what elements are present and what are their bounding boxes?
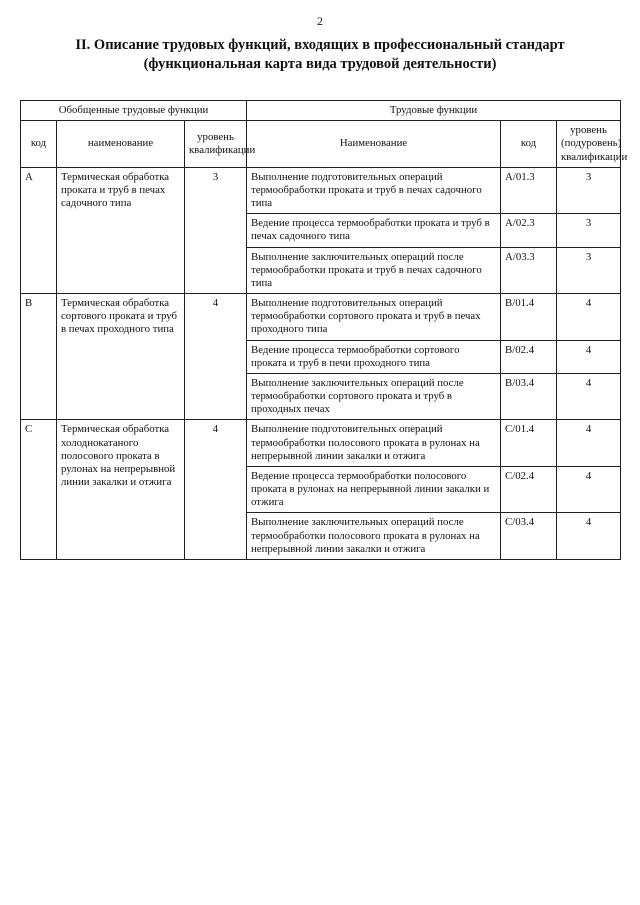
- function-name-cell: Выполнение подготовительных операций термообработки проката и труб в печах садочного типа: [247, 167, 501, 214]
- function-code-cell: A/02.3: [501, 214, 557, 247]
- table-row: [21, 167, 621, 214]
- section-heading: [20, 36, 620, 74]
- function-code-cell: A/01.3: [501, 167, 557, 214]
- function-level-cell: 3: [557, 167, 621, 214]
- header-level-labor: уровень (подуровень) квалификации: [557, 121, 621, 168]
- heading-line-1: II. Описание трудовых функций, входящих в профессиональный стандарт: [75, 37, 565, 53]
- function-level-cell: 4: [557, 420, 621, 467]
- group-level-cell: 3: [185, 167, 247, 293]
- function-level-cell: 4: [557, 466, 621, 513]
- header-name-labor: Наименование: [247, 121, 501, 168]
- function-name-cell: Выполнение подготовительных операций термообработки сортового проката и труб в печах проходного типа: [247, 294, 501, 341]
- function-name-cell: Выполнение заключительных операций после термообработки сортового проката и труб в проходных печах: [247, 373, 501, 420]
- function-code-cell: B/02.4: [501, 340, 557, 373]
- group-code-cell: A: [21, 167, 57, 293]
- header-level-generalized: уровень квалификации: [185, 121, 247, 168]
- group-name-cell: Термическая обработка холоднокатаного полосового проката в рулонах на непрерывной линии закалки и отжига: [57, 420, 185, 560]
- function-code-cell: B/01.4: [501, 294, 557, 341]
- group-code-cell: B: [21, 294, 57, 420]
- function-name-cell: Ведение процесса термообработки проката и труб в печах садочного типа: [247, 214, 501, 247]
- table-row: [21, 420, 621, 467]
- function-name-cell: Выполнение заключительных операций после термообработки полосового проката в рулонах на непрерывной линии закалки и отжига: [247, 513, 501, 560]
- function-name-cell: Выполнение подготовительных операций термообработки полосового проката в рулонах на непрерывной линии закалки и отжига: [247, 420, 501, 467]
- header-code-labor: код: [501, 121, 557, 168]
- function-code-cell: A/03.3: [501, 247, 557, 294]
- function-level-cell: 4: [557, 513, 621, 560]
- function-level-cell: 4: [557, 373, 621, 420]
- group-name-cell: Термическая обработка проката и труб в печах садочного типа: [57, 167, 185, 293]
- function-code-cell: C/02.4: [501, 466, 557, 513]
- header-generalized-functions: Обобщенные трудовые функции: [21, 101, 247, 121]
- group-name-cell: Термическая обработка сортового проката и труб в печах проходного типа: [57, 294, 185, 420]
- table-row: [21, 294, 621, 341]
- table-header: [21, 101, 628, 168]
- function-name-cell: Выполнение заключительных операций после термообработки проката и труб в печах садочного типа: [247, 247, 501, 294]
- function-code-cell: B/03.4: [501, 373, 557, 420]
- page-number: 2: [317, 14, 323, 28]
- header-labor-functions: Трудовые функции: [247, 101, 621, 121]
- function-code-cell: C/01.4: [501, 420, 557, 467]
- header-code: код: [21, 121, 57, 168]
- group-code-cell: C: [21, 420, 57, 560]
- functional-map-table: [20, 100, 628, 560]
- function-code-cell: C/03.4: [501, 513, 557, 560]
- function-level-cell: 3: [557, 214, 621, 247]
- group-level-cell: 4: [185, 420, 247, 560]
- table-body: [21, 167, 621, 559]
- heading-line-2: (функциональная карта вида трудовой деятельности): [143, 55, 497, 72]
- function-level-cell: 4: [557, 340, 621, 373]
- function-level-cell: 4: [557, 294, 621, 341]
- group-level-cell: 4: [185, 294, 247, 420]
- function-level-cell: 3: [557, 247, 621, 294]
- function-name-cell: Ведение процесса термообработки сортового проката и труб в печи проходного типа: [247, 340, 501, 373]
- function-name-cell: Ведение процесса термообработки полосового проката в рулонах на непрерывной линии закалки и отжига: [247, 466, 501, 513]
- header-name-generalized: наименование: [57, 121, 185, 168]
